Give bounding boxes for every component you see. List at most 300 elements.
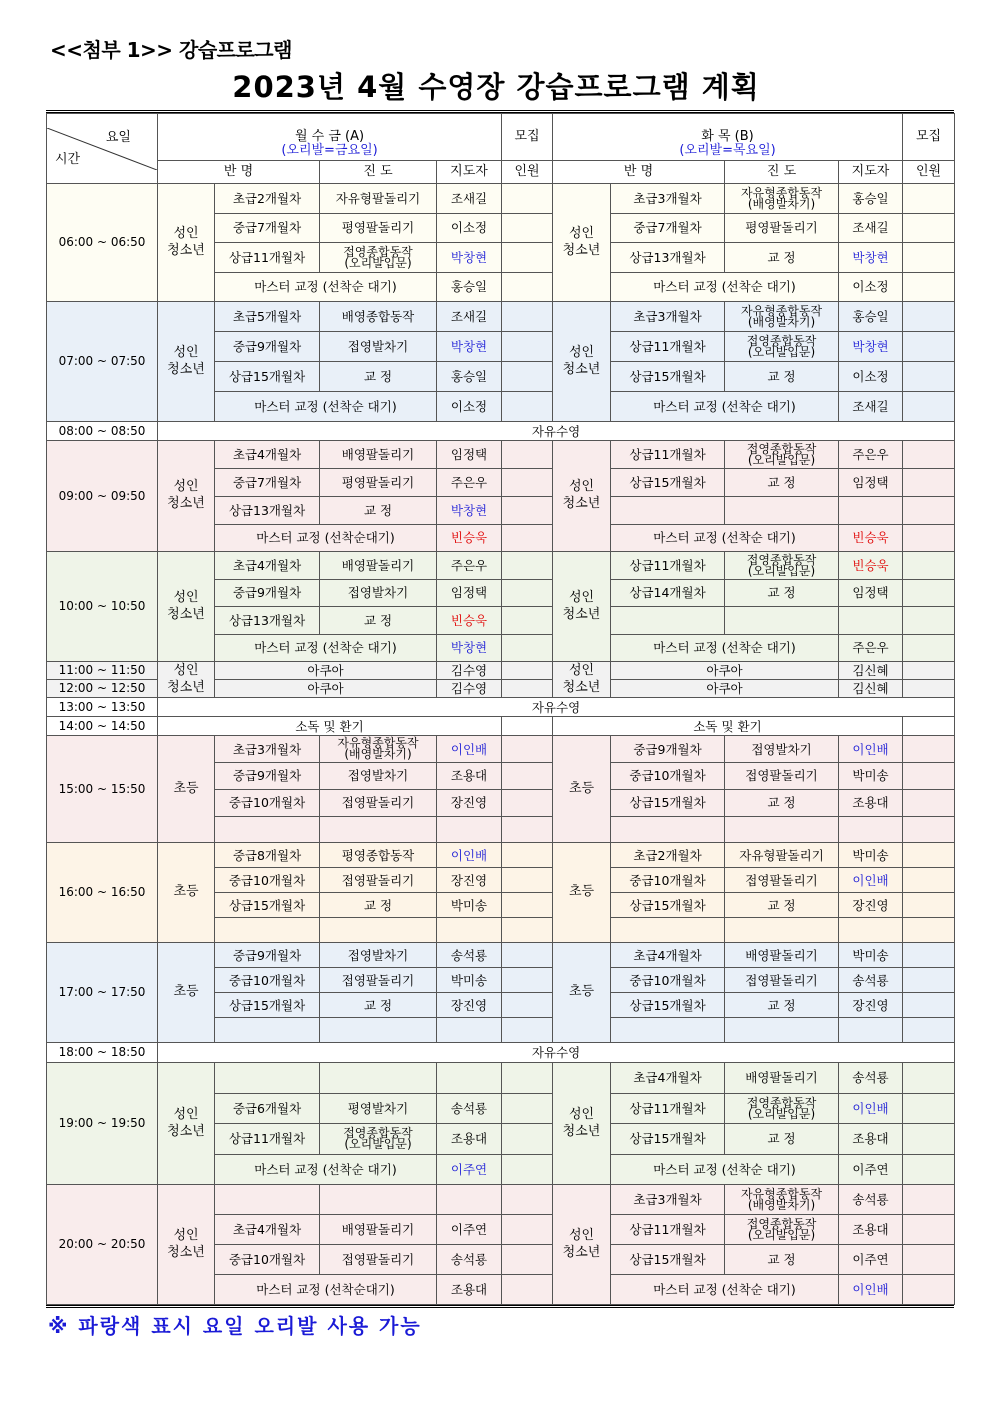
right-teacher: 조용대 — [839, 1124, 903, 1155]
left-recruit-count — [502, 1093, 553, 1124]
left-group-cell: 성인 청소년 — [158, 302, 215, 422]
right-class-name — [611, 496, 725, 524]
right-recruit-count — [903, 1063, 955, 1094]
left-disinfection-cell: 소독 및 환기 — [158, 717, 502, 736]
table-row — [47, 843, 955, 868]
left-recruit-count — [502, 362, 553, 392]
left-master-class: 마스터 교정 (선착순 대기) — [215, 392, 437, 422]
right-recruit-count — [903, 763, 955, 790]
right-class-name: 상급14개월차 — [611, 579, 725, 607]
left-progress — [320, 1063, 437, 1094]
free-swim-cell: 자유수영 — [158, 1043, 955, 1063]
right-recruit-count — [903, 680, 955, 698]
right-progress-header: 진 도 — [725, 160, 839, 183]
right-group-cell: 성인 청소년 — [553, 662, 611, 698]
right-class-name: 초급3개월차 — [611, 1185, 725, 1215]
left-days-header — [158, 114, 502, 161]
right-class-name: 상급11개월차 — [611, 1215, 725, 1245]
left-class-name: 중급8개월차 — [215, 843, 320, 868]
right-teacher: 장진영 — [839, 893, 903, 918]
free-swim-cell: 자유수영 — [158, 698, 955, 717]
right-group-cell: 성인 청소년 — [553, 441, 611, 552]
right-recruit-count — [903, 1185, 955, 1215]
right-teacher: 송석룡 — [839, 1185, 903, 1215]
left-recruit-count — [502, 736, 553, 763]
right-aqua-class: 아쿠아 — [611, 662, 839, 680]
left-class-name: 초급5개월차 — [215, 302, 320, 332]
left-recruit-count — [502, 868, 553, 893]
right-recruit-count — [903, 893, 955, 918]
left-teacher-header: 지도자 — [437, 160, 502, 183]
left-teacher: 임정택 — [437, 579, 502, 607]
right-group-cell: 성인 청소년 — [553, 1185, 611, 1305]
left-recruit-count — [502, 213, 553, 243]
schedule-table — [46, 113, 955, 1305]
table-row — [47, 1185, 955, 1215]
left-teacher: 김수영 — [437, 662, 502, 680]
right-progress: 접영종합동작 (오리발입문) — [725, 552, 839, 580]
left-progress: 평영종합동작 — [320, 843, 437, 868]
left-group-cell: 성인 청소년 — [158, 1063, 215, 1185]
left-recruit-count — [502, 1185, 553, 1215]
left-teacher: 장진영 — [437, 789, 502, 816]
right-recruit-count — [903, 362, 955, 392]
right-recruit-count — [903, 184, 955, 214]
left-teacher: 박미송 — [437, 893, 502, 918]
left-teacher: 장진영 — [437, 868, 502, 893]
left-teacher: 이주연 — [437, 1154, 502, 1185]
left-progress: 평영발차기 — [320, 1093, 437, 1124]
right-teacher: 임정택 — [839, 579, 903, 607]
left-group-cell: 초등 — [158, 843, 215, 943]
right-recruit-count — [903, 469, 955, 497]
right-recruit-count — [903, 1154, 955, 1185]
left-class-name: 상급13개월차 — [215, 496, 320, 524]
left-recruit-count — [502, 662, 553, 680]
right-progress: 교 정 — [725, 1245, 839, 1275]
right-teacher: 이인배 — [839, 1275, 903, 1305]
schedule-table-wrapper — [46, 110, 954, 1308]
left-progress-header: 진 도 — [320, 160, 437, 183]
left-class-name: 초급4개월차 — [215, 441, 320, 469]
table-row — [47, 441, 955, 469]
left-master-class: 마스터 교정 (선착순대기) — [215, 1275, 437, 1305]
right-teacher: 조새길 — [839, 392, 903, 422]
right-teacher: 주은우 — [839, 634, 903, 662]
right-progress: 자유형종합동작 (배영발차기) — [725, 184, 839, 214]
left-progress: 자유형팔돌리기 — [320, 184, 437, 214]
right-recruit-count — [903, 717, 955, 736]
left-recruit-header-1: 모집 — [502, 114, 553, 161]
right-recruit-count — [903, 843, 955, 868]
left-progress: 교 정 — [320, 362, 437, 392]
left-recruit-count — [502, 968, 553, 993]
left-recruit-count — [502, 579, 553, 607]
right-progress: 교 정 — [725, 893, 839, 918]
right-recruit-count — [903, 496, 955, 524]
left-class-name: 상급15개월차 — [215, 893, 320, 918]
right-group-cell: 성인 청소년 — [553, 184, 611, 302]
right-teacher — [839, 1018, 903, 1043]
right-teacher: 박창현 — [839, 332, 903, 362]
right-progress: 교 정 — [725, 789, 839, 816]
left-recruit-count — [502, 1018, 553, 1043]
left-teacher — [437, 1185, 502, 1215]
right-group-cell: 초등 — [553, 736, 611, 843]
time-slot: 12:00 ~ 12:50 — [47, 680, 158, 698]
right-recruit-count — [903, 243, 955, 273]
right-class-name: 초급3개월차 — [611, 302, 725, 332]
left-master-class: 마스터 교정 (선착순 대기) — [215, 634, 437, 662]
left-recruit-count — [502, 302, 553, 332]
left-class-header: 반 명 — [158, 160, 320, 183]
right-recruit-count — [903, 634, 955, 662]
left-class-name: 초급4개월차 — [215, 552, 320, 580]
right-class-name: 상급15개월차 — [611, 789, 725, 816]
right-teacher: 조용대 — [839, 1215, 903, 1245]
right-class-header: 반 명 — [553, 160, 725, 183]
time-slot: 18:00 ~ 18:50 — [47, 1043, 158, 1063]
left-progress: 접영팔돌리기 — [320, 968, 437, 993]
left-teacher: 송석룡 — [437, 1245, 502, 1275]
right-progress: 평영팔돌리기 — [725, 213, 839, 243]
right-recruit-count — [903, 272, 955, 302]
right-progress: 접영종합동작 (오리발입문) — [725, 332, 839, 362]
left-teacher: 빈승욱 — [437, 524, 502, 552]
left-progress: 교 정 — [320, 893, 437, 918]
attachment-label: <<첨부 1>> 강습프로그램 — [50, 38, 292, 62]
left-group-cell: 성인 청소년 — [158, 662, 215, 698]
left-recruit-count — [502, 789, 553, 816]
left-teacher: 송석룡 — [437, 943, 502, 968]
right-progress — [725, 816, 839, 843]
left-teacher: 조용대 — [437, 1275, 502, 1305]
right-recruit-header-1: 모집 — [903, 114, 955, 161]
left-teacher: 박창현 — [437, 634, 502, 662]
right-days-header — [553, 114, 903, 161]
left-recruit-count — [502, 607, 553, 635]
right-teacher: 박미송 — [839, 843, 903, 868]
left-recruit-count — [502, 441, 553, 469]
left-progress: 교 정 — [320, 993, 437, 1018]
left-class-name: 초급4개월차 — [215, 1215, 320, 1245]
right-progress: 교 정 — [725, 1124, 839, 1155]
right-teacher: 이소정 — [839, 272, 903, 302]
left-teacher: 이소정 — [437, 392, 502, 422]
right-class-name: 초급2개월차 — [611, 843, 725, 868]
left-teacher: 이소정 — [437, 213, 502, 243]
time-slot: 07:00 ~ 07:50 — [47, 302, 158, 422]
left-master-class: 마스터 교정 (선착순대기) — [215, 524, 437, 552]
right-teacher — [839, 607, 903, 635]
right-teacher: 임정택 — [839, 469, 903, 497]
left-recruit-count — [502, 243, 553, 273]
right-teacher: 빈승욱 — [839, 524, 903, 552]
right-progress — [725, 1018, 839, 1043]
table-row — [47, 717, 955, 736]
right-group-cell: 초등 — [553, 843, 611, 943]
right-recruit-count — [903, 302, 955, 332]
left-progress: 접영팔돌리기 — [320, 868, 437, 893]
left-teacher — [437, 1063, 502, 1094]
right-disinfection-cell: 소독 및 환기 — [553, 717, 903, 736]
right-group-cell: 초등 — [553, 943, 611, 1043]
left-recruit-count — [502, 332, 553, 362]
left-progress: 교 정 — [320, 607, 437, 635]
right-teacher — [839, 918, 903, 943]
left-class-name: 상급15개월차 — [215, 993, 320, 1018]
left-class-name — [215, 816, 320, 843]
left-class-name: 초급2개월차 — [215, 184, 320, 214]
right-group-cell: 성인 청소년 — [553, 302, 611, 422]
right-teacher: 이주연 — [839, 1245, 903, 1275]
left-progress: 배영팔돌리기 — [320, 1215, 437, 1245]
left-progress: 접영발차기 — [320, 332, 437, 362]
left-progress: 접영발차기 — [320, 579, 437, 607]
left-teacher: 조새길 — [437, 302, 502, 332]
left-class-name: 상급11개월차 — [215, 243, 320, 273]
right-recruit-count — [903, 392, 955, 422]
right-progress: 교 정 — [725, 243, 839, 273]
right-class-name: 상급11개월차 — [611, 552, 725, 580]
right-recruit-count — [903, 441, 955, 469]
footer-note: ※ 파랑색 표시 요일 오리발 사용 가능 — [48, 1314, 422, 1338]
right-recruit-count — [903, 1245, 955, 1275]
left-class-name: 중급10개월차 — [215, 1245, 320, 1275]
left-recruit-count — [502, 272, 553, 302]
left-progress: 접영종합동작 (오리발입문) — [320, 243, 437, 273]
right-progress: 교 정 — [725, 579, 839, 607]
right-recruit-header-2: 인원 — [903, 160, 955, 183]
table-row — [47, 1063, 955, 1094]
left-class-name: 중급10개월차 — [215, 968, 320, 993]
right-class-name: 초급4개월차 — [611, 943, 725, 968]
left-class-name: 중급9개월차 — [215, 579, 320, 607]
left-class-name — [215, 1185, 320, 1215]
right-progress: 배영팔돌리기 — [725, 1063, 839, 1094]
time-slot: 13:00 ~ 13:50 — [47, 698, 158, 717]
right-class-name: 상급11개월차 — [611, 332, 725, 362]
right-recruit-count — [903, 1215, 955, 1245]
left-recruit-count — [502, 634, 553, 662]
left-recruit-count — [502, 763, 553, 790]
left-class-name: 중급6개월차 — [215, 1093, 320, 1124]
time-slot: 11:00 ~ 11:50 — [47, 662, 158, 680]
left-recruit-count — [502, 1245, 553, 1275]
right-class-name: 초급3개월차 — [611, 184, 725, 214]
right-recruit-count — [903, 332, 955, 362]
left-recruit-header-2: 인원 — [502, 160, 553, 183]
right-teacher: 송석룡 — [839, 1063, 903, 1094]
left-class-name: 상급13개월차 — [215, 607, 320, 635]
right-recruit-count — [903, 816, 955, 843]
left-progress: 접영팔돌리기 — [320, 1245, 437, 1275]
left-recruit-count — [502, 918, 553, 943]
right-master-class: 마스터 교정 (선착순 대기) — [611, 1154, 839, 1185]
right-recruit-count — [903, 968, 955, 993]
right-progress: 접영종합동작 (오리발입문) — [725, 1093, 839, 1124]
time-slot: 09:00 ~ 09:50 — [47, 441, 158, 552]
left-recruit-count — [502, 496, 553, 524]
right-progress — [725, 607, 839, 635]
right-progress: 교 정 — [725, 362, 839, 392]
right-recruit-count — [903, 579, 955, 607]
left-progress: 배영종합동작 — [320, 302, 437, 332]
left-teacher: 빈승욱 — [437, 607, 502, 635]
left-class-name: 중급9개월차 — [215, 943, 320, 968]
left-progress: 평영팔돌리기 — [320, 213, 437, 243]
left-teacher: 박미송 — [437, 968, 502, 993]
right-class-name: 상급15개월차 — [611, 362, 725, 392]
right-progress: 접영팔돌리기 — [725, 868, 839, 893]
left-class-name — [215, 1063, 320, 1094]
right-class-name — [611, 1018, 725, 1043]
left-days: 월 수 금 (A) — [294, 129, 365, 145]
table-row — [47, 698, 955, 717]
left-class-name — [215, 1018, 320, 1043]
left-teacher: 주은우 — [437, 469, 502, 497]
left-teacher: 조새길 — [437, 184, 502, 214]
left-class-name: 초급3개월차 — [215, 736, 320, 763]
right-class-name: 상급11개월차 — [611, 441, 725, 469]
right-progress: 접영팔돌리기 — [725, 763, 839, 790]
left-progress: 배영팔돌리기 — [320, 552, 437, 580]
left-recruit-count — [502, 184, 553, 214]
left-recruit-count — [502, 843, 553, 868]
right-class-name: 상급13개월차 — [611, 243, 725, 273]
right-master-class: 마스터 교정 (선착순 대기) — [611, 524, 839, 552]
right-duck-note: (오리발=목요일) — [679, 142, 776, 158]
right-progress: 자유형종합동작 (배영발차기) — [725, 1185, 839, 1215]
right-teacher: 조새길 — [839, 213, 903, 243]
left-progress: 배영팔돌리기 — [320, 441, 437, 469]
time-label: 시간 — [55, 151, 81, 167]
left-progress: 접영발차기 — [320, 763, 437, 790]
left-teacher: 이인배 — [437, 736, 502, 763]
right-recruit-count — [903, 662, 955, 680]
right-teacher: 박미송 — [839, 943, 903, 968]
day-time-corner-header — [47, 114, 158, 184]
right-teacher: 빈승욱 — [839, 552, 903, 580]
right-teacher: 이소정 — [839, 362, 903, 392]
time-slot: 08:00 ~ 08:50 — [47, 422, 158, 441]
time-slot: 20:00 ~ 20:50 — [47, 1185, 158, 1305]
right-recruit-count — [903, 1018, 955, 1043]
right-progress — [725, 918, 839, 943]
left-recruit-count — [502, 717, 553, 736]
right-recruit-count — [903, 552, 955, 580]
right-progress: 접영종합동작 (오리발입문) — [725, 1215, 839, 1245]
left-progress — [320, 1185, 437, 1215]
page-title: 2023년 4월 수영장 강습프로그램 계획 — [232, 70, 760, 104]
left-progress — [320, 816, 437, 843]
left-teacher: 박창현 — [437, 243, 502, 273]
left-teacher: 송석룡 — [437, 1093, 502, 1124]
time-slot: 16:00 ~ 16:50 — [47, 843, 158, 943]
right-aqua-class: 아쿠아 — [611, 680, 839, 698]
left-class-name — [215, 918, 320, 943]
right-class-name — [611, 918, 725, 943]
left-group-cell: 성인 청소년 — [158, 441, 215, 552]
right-teacher: 이인배 — [839, 1093, 903, 1124]
left-master-class: 마스터 교정 (선착순 대기) — [215, 272, 437, 302]
left-class-name: 중급9개월차 — [215, 763, 320, 790]
left-progress: 교 정 — [320, 496, 437, 524]
left-class-name: 중급9개월차 — [215, 332, 320, 362]
left-class-name: 중급7개월차 — [215, 213, 320, 243]
day-label: 요일 — [105, 129, 131, 145]
right-teacher: 장진영 — [839, 993, 903, 1018]
right-master-class: 마스터 교정 (선착순 대기) — [611, 392, 839, 422]
left-recruit-count — [502, 1063, 553, 1094]
right-teacher: 김신혜 — [839, 662, 903, 680]
right-teacher: 이인배 — [839, 736, 903, 763]
left-teacher: 김수영 — [437, 680, 502, 698]
left-teacher: 박창현 — [437, 496, 502, 524]
right-teacher: 박미송 — [839, 763, 903, 790]
left-group-cell: 초등 — [158, 943, 215, 1043]
left-progress: 접영발차기 — [320, 943, 437, 968]
right-teacher — [839, 496, 903, 524]
left-recruit-count — [502, 552, 553, 580]
right-recruit-count — [903, 213, 955, 243]
right-recruit-count — [903, 1124, 955, 1155]
left-teacher: 장진영 — [437, 993, 502, 1018]
table-row — [47, 943, 955, 968]
left-teacher — [437, 816, 502, 843]
right-teacher: 주은우 — [839, 441, 903, 469]
right-days: 화 목 (B) — [701, 129, 754, 145]
right-class-name — [611, 816, 725, 843]
left-duck-note: (오리발=금요일) — [281, 142, 378, 158]
right-teacher: 홍승일 — [839, 184, 903, 214]
right-teacher-header: 지도자 — [839, 160, 903, 183]
free-swim-cell: 자유수영 — [158, 422, 955, 441]
left-progress: 평영팔돌리기 — [320, 469, 437, 497]
right-progress: 자유형팔돌리기 — [725, 843, 839, 868]
right-recruit-count — [903, 789, 955, 816]
right-teacher: 박창현 — [839, 243, 903, 273]
table-row — [47, 302, 955, 332]
right-class-name: 중급9개월차 — [611, 736, 725, 763]
right-class-name: 상급15개월차 — [611, 1245, 725, 1275]
time-slot: 15:00 ~ 15:50 — [47, 736, 158, 843]
right-teacher: 홍승일 — [839, 302, 903, 332]
right-recruit-count — [903, 1275, 955, 1305]
left-recruit-count — [502, 1215, 553, 1245]
right-master-class: 마스터 교정 (선착순 대기) — [611, 1275, 839, 1305]
left-recruit-count — [502, 524, 553, 552]
left-teacher — [437, 1018, 502, 1043]
right-class-name: 중급10개월차 — [611, 968, 725, 993]
right-class-name: 상급15개월차 — [611, 1124, 725, 1155]
schedule-body — [47, 184, 955, 1305]
right-teacher: 송석룡 — [839, 968, 903, 993]
right-progress: 배영팔돌리기 — [725, 943, 839, 968]
left-teacher: 주은우 — [437, 552, 502, 580]
left-progress: 자유형종합동작 (배영발차기) — [320, 736, 437, 763]
right-group-cell: 성인 청소년 — [553, 1063, 611, 1185]
table-row — [47, 184, 955, 214]
right-class-name: 상급15개월차 — [611, 993, 725, 1018]
left-aqua-class: 아쿠아 — [215, 662, 437, 680]
right-recruit-count — [903, 524, 955, 552]
left-group-cell: 성인 청소년 — [158, 552, 215, 662]
left-recruit-count — [502, 680, 553, 698]
left-teacher: 홍승일 — [437, 362, 502, 392]
right-recruit-count — [903, 1093, 955, 1124]
table-row — [47, 736, 955, 763]
